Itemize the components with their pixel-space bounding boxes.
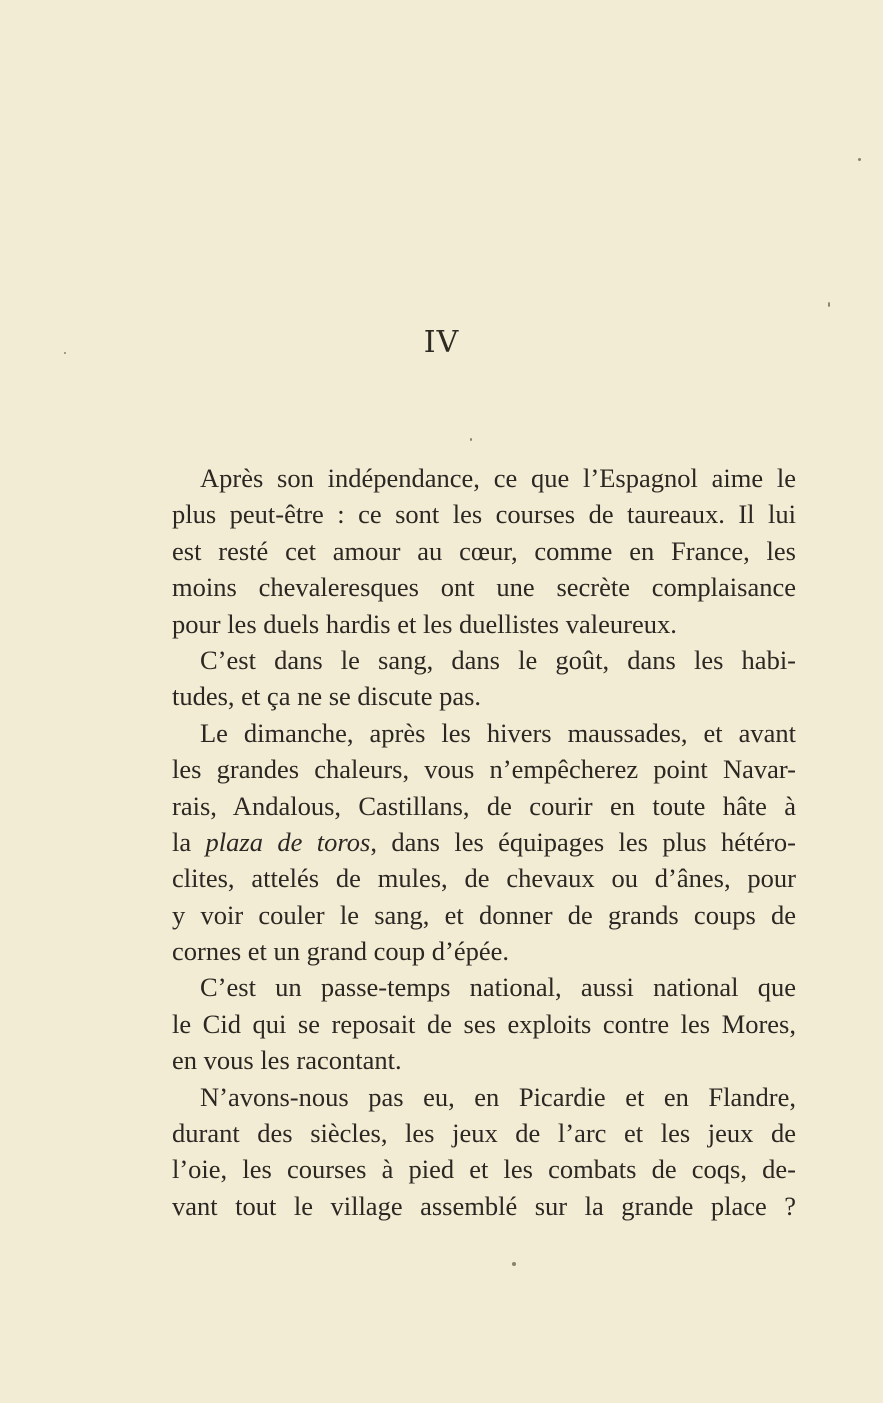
paper-speck xyxy=(64,352,66,354)
paper-speck xyxy=(858,158,861,161)
text-line: y voir couler le sang, et donner de grands coups de xyxy=(172,899,796,930)
paragraph-2 xyxy=(172,642,796,715)
text-line: vant tout le village assemblé sur la grande place ? xyxy=(172,1190,796,1221)
text-line: cornes et un grand coup d’épée. xyxy=(172,936,509,967)
text-line: C’est dans le sang, dans le goût, dans les habi- xyxy=(200,644,796,675)
text-line: plus peut-être : ce sont les courses de taureaux. Il lui xyxy=(172,499,796,530)
text-line: en vous les racontant. xyxy=(172,1045,402,1076)
text-line: N’avons-nous pas eu, en Picardie et en Flandre, xyxy=(200,1081,796,1112)
text-line: les grandes chaleurs, vous n’empêcherez point Navar- xyxy=(172,754,796,785)
text-line: Le dimanche, après les hivers maussades, et avant xyxy=(200,717,796,748)
paragraph-3 xyxy=(172,715,796,970)
text-line: clites, attelés de mules, de chevaux ou d’ânes, pour xyxy=(172,863,796,894)
text-line: le Cid qui se reposait de ses exploits contre les Mores, xyxy=(172,1008,796,1039)
text-line: durant des siècles, les jeux de l’arc et les jeux de xyxy=(172,1118,796,1149)
text-segment: la xyxy=(172,826,206,857)
text-line: pour les duels hardis et les duellistes valeureux. xyxy=(172,608,677,639)
italic-phrase: plaza de toros xyxy=(205,826,371,857)
text-line: Après son indépendance, ce que l’Espagnol aime le xyxy=(200,463,796,493)
text-line: moins chevaleresques ont une secrète complaisance xyxy=(172,572,796,603)
paragraph-4 xyxy=(172,969,796,1078)
text-line: C’est un passe-temps national, aussi national que xyxy=(200,972,796,1003)
paper-speck xyxy=(470,438,472,441)
body-text xyxy=(172,460,796,1224)
paragraph-5 xyxy=(172,1079,796,1225)
chapter-heading: IV xyxy=(423,325,460,360)
paper-speck xyxy=(828,302,830,307)
paragraph-1 xyxy=(172,460,796,642)
paper-speck xyxy=(512,1262,516,1266)
text-line: est resté cet amour au cœur, comme en France, les xyxy=(172,535,796,566)
text-line: l’oie, les courses à pied et les combats de coqs, de- xyxy=(172,1154,796,1185)
text-segment: , dans les équipages les plus hétéro- xyxy=(370,826,796,857)
text-line-with-italic xyxy=(172,824,796,860)
text-line: tudes, et ça ne se discute pas. xyxy=(172,681,482,712)
text-line: rais, Andalous, Castillans, de courir en toute hâte à xyxy=(172,790,796,821)
